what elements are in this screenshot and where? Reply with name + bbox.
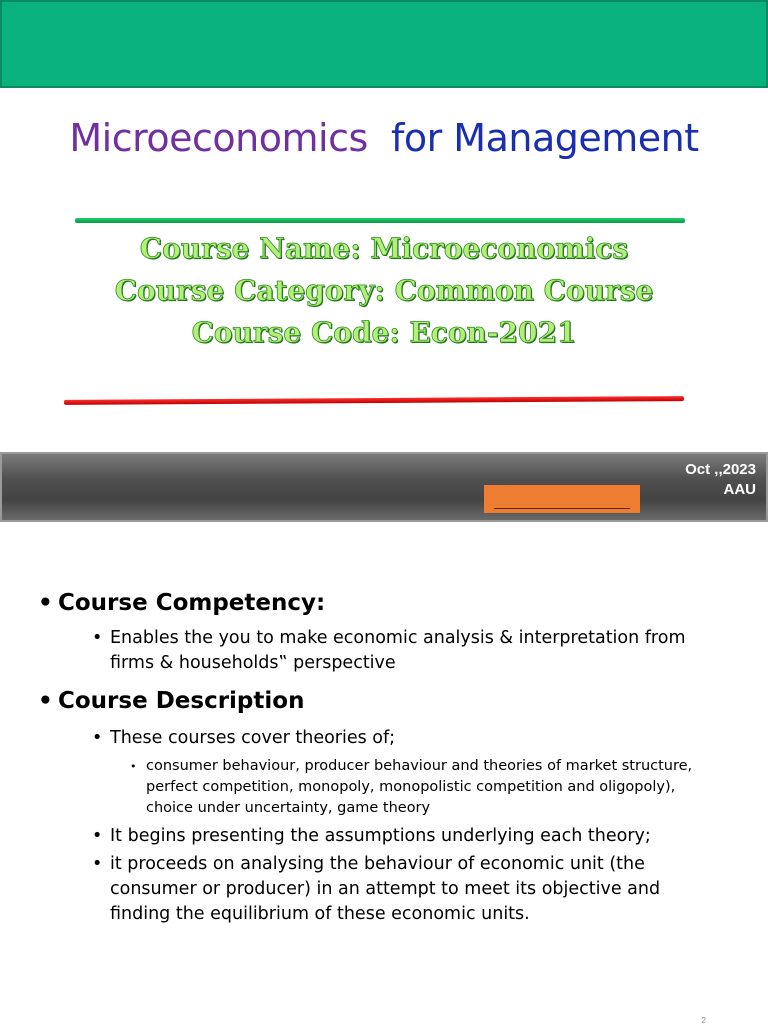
point-2: • it proceeds on analysing the behaviour of economic unit (the consumer or producer) in an attempt to meet its objective and finding the equilibrium of these economic units. xyxy=(110,852,720,927)
competency-heading: • Course Competency: xyxy=(38,590,326,616)
date-block xyxy=(685,460,756,500)
footer-band xyxy=(0,452,768,522)
title-part-1: Microeconomics xyxy=(69,116,368,160)
title-part-2: for Management xyxy=(390,116,699,160)
competency-text: • Enables the you to make economic analysis & interpretation from firms & households‟ perspective xyxy=(110,626,720,676)
course-code: Course Code: Econ-2021 xyxy=(191,316,577,349)
course-info xyxy=(0,228,768,354)
point-1: • It begins presenting the assumptions underlying each theory; xyxy=(110,824,720,849)
description-topics: • consumer behaviour, producer behaviour and theories of market structure, perfect competition, monopoly, monopolistic competition and oligopoly), choice under uncertainty, game theory xyxy=(146,756,706,819)
page-number: 2 xyxy=(701,1016,706,1025)
description-heading: • Course Description xyxy=(38,688,305,714)
institution-text: AAU xyxy=(723,481,756,498)
course-name: Course Name: Microeconomics xyxy=(139,232,629,265)
course-category: Course Category: Common Course xyxy=(114,274,654,307)
header-bar xyxy=(0,0,768,88)
orange-highlight-box xyxy=(484,485,640,513)
page-title xyxy=(0,116,768,160)
date-text: Oct ,,2023 xyxy=(685,461,756,478)
green-divider xyxy=(75,218,685,223)
red-divider xyxy=(64,396,684,405)
description-intro: • These courses cover theories of; xyxy=(110,726,720,751)
